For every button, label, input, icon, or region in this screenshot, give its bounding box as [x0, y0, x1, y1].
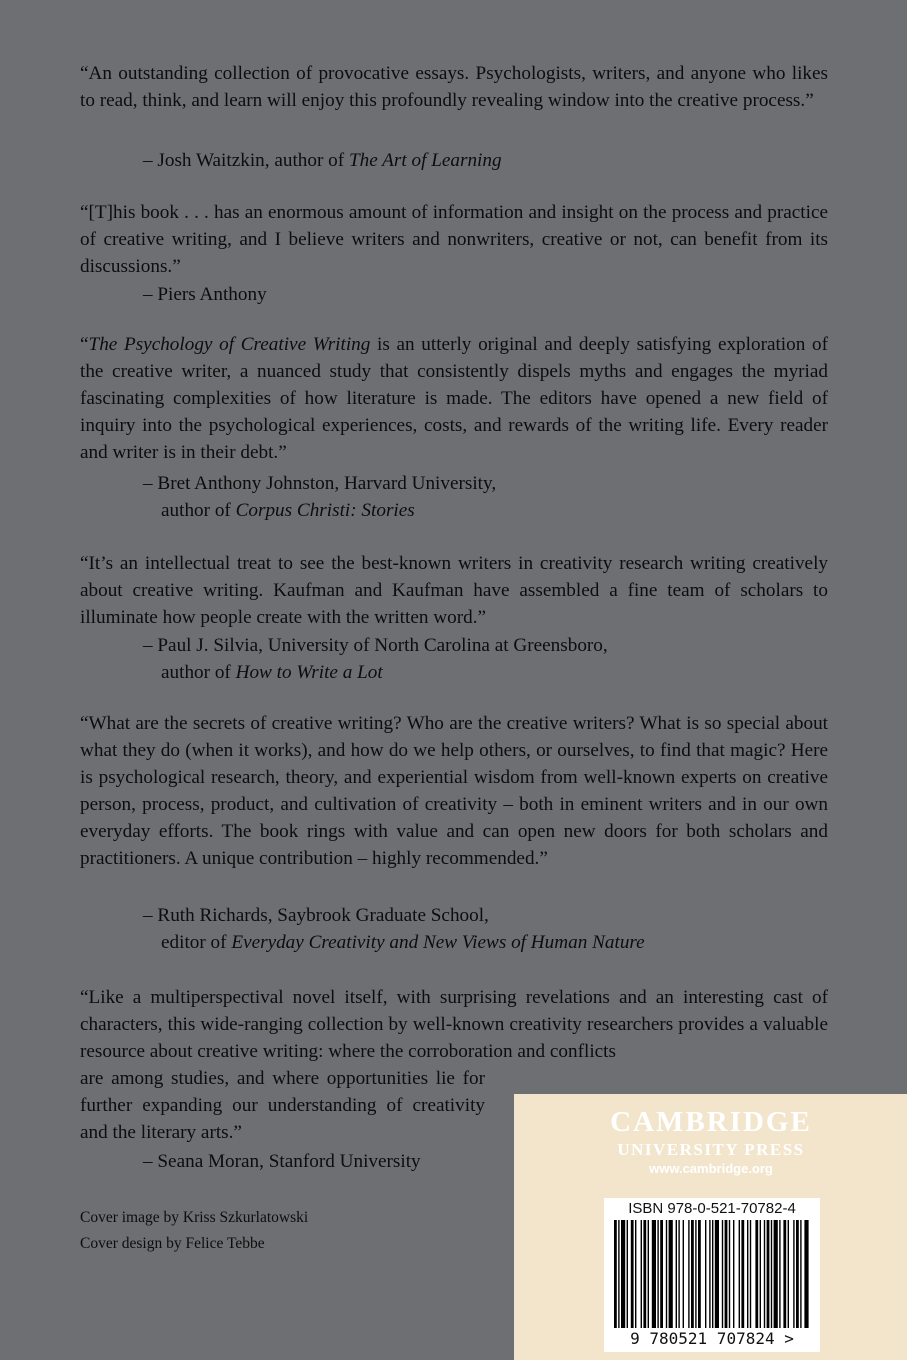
publisher-url: www.cambridge.org [649, 1161, 773, 1176]
quote-text: “An outstanding collection of provocative essays. Psychologists, writers, and anyone who likes to read, think, and learn will enjoy this profoundly revealing window into the creative process.” [80, 63, 828, 111]
quote-attribution: – Paul J. Silvia, University of North Carolina at Greensboro, [143, 635, 608, 656]
review-quote-4 [80, 550, 828, 631]
cover-design-credit: Cover design by Felice Tebbe [80, 1235, 265, 1252]
review-quote-1 [80, 60, 828, 114]
review-quote-3 [80, 331, 828, 466]
isbn-label: ISBN 978-0-521-70782-4 [628, 1200, 796, 1217]
review-quote-5 [80, 710, 828, 872]
quote-text-continued: are among studies, and where opportunities lie for further expanding our understanding of creativity and the literary arts.” [80, 1068, 485, 1143]
quote-attribution: – Piers Anthony [143, 284, 267, 305]
review-quote-6 [80, 984, 828, 1065]
isbn-barcode [604, 1198, 820, 1352]
barcode-icon [610, 1220, 814, 1330]
quote-attribution: – Seana Moran, Stanford University [143, 1151, 421, 1172]
quote-attribution: – Josh Waitzkin, author of The Art of Learning [143, 150, 502, 171]
publisher-panel [514, 1094, 907, 1360]
quote-attribution: – Ruth Richards, Saybrook Graduate School, [143, 905, 489, 926]
barcode-digits: 9 780521 707824 > [630, 1329, 794, 1348]
quote-attribution: – Bret Anthony Johnston, Harvard University, [143, 473, 497, 494]
quote-text: “Like a multiperspectival novel itself, with surprising revelations and an interesting cast of characters, this wide-ranging collection by well-known creativity researchers provides a valuable resource about creative writing: where the corroboration and conflicts [80, 987, 828, 1062]
quote-attribution-line2: author of How to Write a Lot [161, 662, 383, 683]
publisher-logo-name: CAMBRIDGE [610, 1106, 812, 1138]
quote-attribution-line2: author of Corpus Christi: Stories [161, 500, 415, 521]
review-quote-2 [80, 199, 828, 280]
review-quote-6-wrap [80, 1065, 485, 1146]
quote-text: “It’s an intellectual treat to see the best-known writers in creativity research writing creatively about creative writing. Kaufman and Kaufman have assembled a fine team of scholars to illuminate how people create with the written word.” [80, 553, 828, 628]
quote-attribution-line2: editor of Everyday Creativity and New Views of Human Nature [161, 932, 645, 953]
publisher-logo-press: UNIVERSITY PRESS [617, 1140, 805, 1159]
quote-text: “The Psychology of Creative Writing is an utterly original and deeply satisfying exploration of the creative writer, a nuanced study that consistently dispels myths and engages the myriad fascinating complexities of how literature is made. The editors have opened a new field of inquiry into the psychological experiences, costs, and rewards of the writing life. Every reader and writer is in their debt.” [80, 334, 828, 463]
quote-text: “What are the secrets of creative writing? Who are the creative writers? What is so special about what they do (when it works), and how do we help others, or ourselves, to find that magic? Here is psychological research, theory, and experiential wisdom from well-known experts on creative person, process, product, and cultivation of creativity – both in eminent writers and in our own everyday efforts. The book rings with value and can open new doors for both scholars and practitioners. A unique contribution – highly recommended.” [80, 713, 828, 869]
quote-text: “[T]his book . . . has an enormous amount of information and insight on the process and practice of creative writing, and I believe writers and nonwriters, creative or not, can benefit from its discussions.” [80, 202, 828, 277]
cover-image-credit: Cover image by Kriss Szkurlatowski [80, 1209, 309, 1226]
